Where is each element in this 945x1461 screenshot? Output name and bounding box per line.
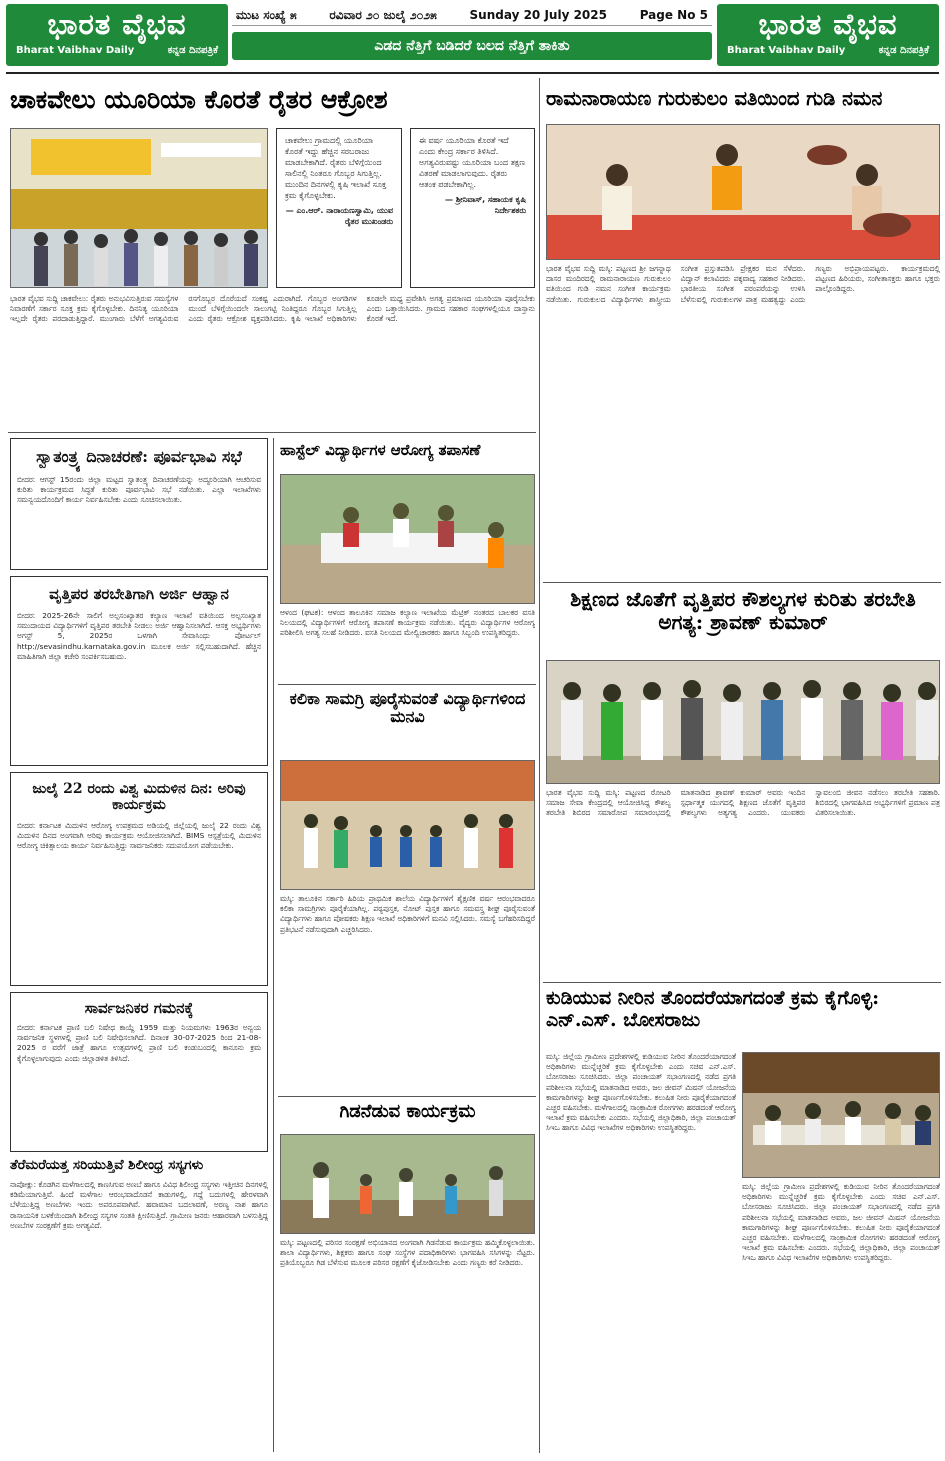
public-notice-headline: ಸಾರ್ವಜನಿಕರ ಗಮನಕ್ಕೆ [84,999,194,1017]
water-photo [742,1052,940,1178]
supplies-photo [280,760,535,890]
training-box [10,576,268,766]
supplies-body: ಮಸ್ಕಿ: ತಾಲೂಕಿನ ಸರ್ಕಾರಿ ಹಿರಿಯ ಪ್ರಾಥಮಿಕ ಶಾಲೆಯ ವಿದ್ಯಾರ್ಥಿಗಳಿಗೆ ಶೈಕ್ಷಣಿಕ ವರ್ಷ ಆರಂಭವಾದರೂ ಕಲಿಕಾ ಸಾಮಗ್ರಿಗಳು ಪೂರೈಕೆಯಾಗಿಲ್ಲ. ಪಠ್ಯಪುಸ್ತಕ, ನೋಟ್ ಪುಸ್ತಕ ಹಾಗೂ ಸಮವಸ್ತ್ರ ಶೀಘ್ರ ಪೂರೈಸುವಂತೆ ವಿದ್ಯಾರ್ಥಿಗಳು ಹಾಗೂ ಪೋಷಕರು ಶಿಕ್ಷಣ ಇಲಾಖೆ ಅಧಿಕಾರಿಗಳಿಗೆ ಮನವಿ ಸಲ್ಲಿಸಿದರು. ಸಮಸ್ಯೆ ಬಗೆಹರಿಸದಿದ್ದರೆ ಪ್ರತಿಭಟನೆ ನಡೆಸುವುದಾಗಿ ಎಚ್ಚರಿಸಿದರು. [280,894,535,934]
subcolumn-divider [273,438,274,1452]
hostel-body: ಆಳಂದ (ಘಟಕ): ಆಳಂದ ತಾಲೂಕಿನ ಸಮಾಜ ಕಲ್ಯಾಣ ಇಲಾಖೆಯ ಮೆಟ್ರಿಕ್ ನಂತರದ ಬಾಲಕರ ವಸತಿ ನಿಲಯದಲ್ಲಿ ವಿದ್ಯಾರ್ಥಿಗಳಿಗೆ ಆರೋಗ್ಯ ತಪಾಸಣೆ ಕಾರ್ಯಕ್ರಮ ನಡೆಯಿತು. ವೈದ್ಯರು ವಿದ್ಯಾರ್ಥಿಗಳ ಆರೋಗ್ಯ ಪರಿಶೀಲಿಸಿ ಅಗತ್ಯ ಸಲಹೆ ನೀಡಿದರು. ವಸತಿ ನಿಲಯದ ಮೇಲ್ವಿಚಾರಕರು ಹಾಗೂ ಸಿಬ್ಬಂದಿ ಉಪಸ್ಥಿತರಿದ್ದರು. [280,608,535,638]
training-headline: ವೃತ್ತಿಪರ ತರಬೇತಿಗಾಗಿ ಅರ್ಜಿ ಆಹ್ವಾನ [49,585,229,603]
saplings-headline: ತೆರೆಮರೆಯತ್ತ ಸರಿಯುತ್ತಿವೆ ಶಿಲೀಂಧ್ರ ಸಸ್ಯಗಳು [10,1157,204,1173]
urea-photo [10,128,268,288]
quote-text: ಚಾಕವೇಲು ಗ್ರಾಮದಲ್ಲಿ ಯೂರಿಯಾ ಕೊರತೆ ಇದ್ದು ಹೆಚ್ಚಿನ ಸರಬರಾಜು ಮಾಡಬೇಕಾಗಿದೆ. ರೈತರು ಬೆಳಿಗ್ಗೆಯಿಂದ ಸಾಲಿನಲ್ಲಿ ನಿಂತರೂ ಗೊಬ್ಬರ ಸಿಗುತ್ತಿಲ್ಲ. ಮುಂದಿನ ದಿನಗಳಲ್ಲಿ ಕೃಷಿ ಇಲಾಖೆ ಸೂಕ್ತ ಕ್ರಮ ಕೈಗೊಳ್ಳಬೇಕು. [285,136,387,200]
divider [8,432,536,433]
supplies-headline: ಕಲಿಕಾ ಸಾಮಗ್ರಿ ಪೂರೈಸುವಂತೆ ವಿದ್ಯಾರ್ಥಿಗಳಿಂದ ಮನವಿ [289,689,526,727]
public-notice-box [10,992,268,1152]
saplings-body: ನಾಪೋಕ್ಲು: ಕೊಡಗಿನ ಮಳೆಗಾಲದಲ್ಲಿ ಕಾಣಸಿಗುವ ಅಣಬೆ ಹಾಗೂ ವಿವಿಧ ಶಿಲೀಂಧ್ರ ಸಸ್ಯಗಳು ಇತ್ತೀಚಿನ ದಿನಗಳಲ್ಲಿ ಕಡಿಮೆಯಾಗುತ್ತಿವೆ. ಹಿಂದೆ ಮಳೆಗಾಲ ಆರಂಭವಾದೊಡನೆ ಕಾಡುಗಳಲ್ಲಿ, ಗದ್ದೆ ಬದುಗಳಲ್ಲಿ ಹೇರಳವಾಗಿ ಬೆಳೆಯುತ್ತಿದ್ದ ಅಣಬೆಗಳು ಇಂದು ಅಪರೂಪವಾಗಿವೆ. ಹವಾಮಾನ ಬದಲಾವಣೆ, ಅರಣ್ಯ ನಾಶ ಹಾಗೂ ರಾಸಾಯನಿಕ ಬಳಕೆಯಿಂದಾಗಿ ಶಿಲೀಂಧ್ರ ಸಸ್ಯಗಳ ಸಂತತಿ ಕ್ಷೀಣಿಸುತ್ತಿದೆ. ಗ್ರಾಮೀಣ ಜನರು ಆಹಾರವಾಗಿ ಬಳಸುತ್ತಿದ್ದ ಅಣಬೆಗಳ ಸಂರಕ್ಷಣೆಗೆ ಕ್ರಮ ಅಗತ್ಯವಿದೆ. [10,1180,268,1230]
divider [543,982,941,983]
skills-photo [546,660,940,784]
independence-box [10,438,268,570]
divider [278,1096,536,1097]
urea-body: ಭಾರತ ವೈಭವ ಸುದ್ದಿ ಚಾಕವೇಲು: ರೈತರು ಅನುಭವಿಸುತ್ತಿರುವ ಸಮಸ್ಯೆಗಳ ನಿವಾರಣೆಗೆ ಸರ್ಕಾರ ಸೂಕ್ತ ಕ್ರಮ ಕೈಗೊಳ್ಳಬೇಕು. ದಿನನಿತ್ಯ ಯೂರಿಯಾ ಇಲ್ಲದೇ ರೈತರು ಪರದಾಡುತ್ತಿದ್ದಾರೆ. ಮುಂಗಾರು ಬೆಳೆಗೆ ಅಗತ್ಯವಿರುವ ರಸಗೊಬ್ಬರ ದೊರೆಯದೆ ಸಂಕಷ್ಟ ಎದುರಾಗಿದೆ. ಗೊಬ್ಬರ ಅಂಗಡಿಗಳ ಮುಂದೆ ಬೆಳಿಗ್ಗೆಯಿಂದಲೇ ಸಾಲುಗಟ್ಟಿ ನಿಂತಿದ್ದರೂ ಗೊಬ್ಬರ ಸಿಗುತ್ತಿಲ್ಲ ಎಂದು ರೈತರು ಆಕ್ರೋಶ ವ್ಯಕ್ತಪಡಿಸಿದರು. ಕೃಷಿ ಇಲಾಖೆ ಅಧಿಕಾರಿಗಳು ಕೂಡಲೇ ಮಧ್ಯ ಪ್ರವೇಶಿಸಿ ಅಗತ್ಯ ಪ್ರಮಾಣದ ಯೂರಿಯಾ ಪೂರೈಸಬೇಕು ಎಂದು ಒತ್ತಾಯಿಸಿದರು. ಗ್ರಾಮದ ಸಹಕಾರ ಸಂಘಗಳಲ್ಲಿಯೂ ದಾಸ್ತಾನು ಕೊರತೆ ಇದೆ. [10,294,535,324]
brain-day-box [10,772,268,986]
brain-day-headline: ಜುಲೈ 22 ರಂದು ವಿಶ್ವ ಮಿದುಳಿನ ದಿನ: ಅರಿವು ಕಾರ್ಯಕ್ರಮ [32,781,246,813]
hostel-photo [280,474,535,604]
water-headline: ಕುಡಿಯುವ ನೀರಿನ ತೊಂದರೆಯಾಗದಂತೆ ಕ್ರಮ ಕೈಗೊಳ್ಳಿ: ಎನ್.ಎಸ್. ಬೋಸರಾಜು [546,987,880,1031]
independence-body: ಬೀದರ: ಆಗಸ್ಟ್ 15ರಂದು ಜಿಲ್ಲಾ ಮಟ್ಟದ ಸ್ವಾತಂತ್ರ್ಯ ದಿನಾಚರಣೆಯನ್ನು ಅದ್ಧೂರಿಯಾಗಿ ಆಚರಿಸುವ ಕುರಿತು ಕಾರ್ಯಕ್ರಮದ ಸಿದ್ಧತೆ ಕುರಿತು ಪೂರ್ವಭಾವಿ ಸಭೆ ನಡೆಯಿತು. ಎಲ್ಲಾ ಇಲಾಖೆಗಳು ಸಮನ್ವಯದೊಂದಿಗೆ ಕಾರ್ಯ ನಿರ್ವಹಿಸಬೇಕು ಎಂದು ಸೂಚಿಸಲಾಯಿತು. [17,475,261,505]
logo-title: ಭಾರತ ವೈಭವ [47,7,187,41]
urea-quote-1 [276,128,402,288]
date-english: Sunday 20 July 2025 [469,8,607,22]
logo-english: Bharat Vaibhav Daily [727,45,846,56]
quote-signature: — ಎಂ.ಆರ್. ನಾರಾಯಣಸ್ವಾಮಿ, ಯುವ ರೈತರ ಮುಖಂಡರು [285,206,393,226]
quote-signature: — ಶ್ರೀನಿವಾಸ್, ಸಹಾಯಕ ಕೃಷಿ ನಿರ್ದೇಶಕರು [445,195,526,215]
logo-subtitle: ಕನ್ನಡ ದಿನಪತ್ರಿಕೆ [167,45,218,56]
page-number: Page No 5 [639,8,708,22]
independence-headline: ಸ್ವಾತಂತ್ರ್ಯ ದಿನಾಚರಣೆ: ಪೂರ್ವಭಾವಿ ಸಭೆ [36,447,242,466]
gurukula-headline: ರಾಮನಾರಾಯಣ ಗುರುಕುಲಂ ವತಿಯಿಂದ ಗುಡಿ ನಮನ [546,87,883,110]
hostel-headline: ಹಾಸ್ಟೆಲ್ ವಿದ್ಯಾರ್ಥಿಗಳ ಆರೋಗ್ಯ ತಪಾಸಣೆ [280,441,481,459]
skills-body: ಭಾರತ ವೈಭವ ಸುದ್ದಿ ಮಸ್ಕಿ: ಪಟ್ಟಣದ ರೋಟರಿ ಸಮಾಜ ಸೇವಾ ಕೇಂದ್ರದಲ್ಲಿ ಆಯೋಜಿಸಿದ್ದ ಕೌಶಲ್ಯ ತರಬೇತಿ ಶಿಬಿರದ ಸಮಾರೋಪ ಸಮಾರಂಭದಲ್ಲಿ ಮಾತನಾಡಿದ ಶ್ರಾವಣ್ ಕುಮಾರ್ ಅವರು ಇಂದಿನ ಸ್ಪರ್ಧಾತ್ಮಕ ಯುಗದಲ್ಲಿ ಶಿಕ್ಷಣದ ಜೊತೆಗೆ ವೃತ್ತಿಪರ ಕೌಶಲ್ಯಗಳು ಅತ್ಯಗತ್ಯ ಎಂದರು. ಯುವಕರು ಸ್ವಾವಲಂಬಿ ಜೀವನ ನಡೆಸಲು ತರಬೇತಿ ಸಹಕಾರಿ. ಶಿಬಿರದಲ್ಲಿ ಭಾಗವಹಿಸಿದ ಅಭ್ಯರ್ಥಿಗಳಿಗೆ ಪ್ರಮಾಣ ಪತ್ರ ವಿತರಿಸಲಾಯಿತು. [546,788,940,818]
column-divider [539,78,540,1453]
masthead [0,0,945,72]
divider [278,684,536,685]
masthead-rule [6,72,939,74]
water-body-left: ಮಸ್ಕಿ: ಜಿಲ್ಲೆಯ ಗ್ರಾಮೀಣ ಪ್ರದೇಶಗಳಲ್ಲಿ ಕುಡಿಯುವ ನೀರಿನ ತೊಂದರೆಯಾಗದಂತೆ ಅಧಿಕಾರಿಗಳು ಮುನ್ನೆಚ್ಚರಿಕೆ ಕ್ರಮ ಕೈಗೊಳ್ಳಬೇಕು ಎಂದು ಸಚಿವ ಎನ್.ಎಸ್. ಬೋಸರಾಜು ಸೂಚಿಸಿದರು. ಜಿಲ್ಲಾ ಪಂಚಾಯತ್ ಸಭಾಂಗಣದಲ್ಲಿ ನಡೆದ ಪ್ರಗತಿ ಪರಿಶೀಲನಾ ಸಭೆಯಲ್ಲಿ ಮಾತನಾಡಿದ ಅವರು, ಜಲ ಜೀವನ್ ಮಿಷನ್ ಯೋಜನೆಯ ಕಾಮಗಾರಿಗಳನ್ನು ಶೀಘ್ರ ಪೂರ್ಣಗೊಳಿಸಬೇಕು. ಕಲುಷಿತ ನೀರು ಪೂರೈಕೆಯಾಗದಂತೆ ಎಚ್ಚರ ವಹಿಸಬೇಕು. ಮಳೆಗಾಲದಲ್ಲಿ ಸಾಂಕ್ರಾಮಿಕ ರೋಗಗಳು ಹರಡದಂತೆ ಆರೋಗ್ಯ ಇಲಾಖೆ ಕ್ರಮ ವಹಿಸಬೇಕು ಎಂದರು. ಸಭೆಯಲ್ಲಿ ಜಿಲ್ಲಾಧಿಕಾರಿ, ಜಿಲ್ಲಾ ಪಂಚಾಯತ್ ಸಿಇಒ ಹಾಗೂ ವಿವಿಧ ಇಲಾಖೆಗಳ ಅಧಿಕಾರಿಗಳು ಉಪಸ್ಥಿತರಿದ್ದರು. [546,1052,736,1133]
divider [543,582,941,583]
masthead-info [232,4,712,66]
quote-text: ಈ ವರ್ಷ ಯೂರಿಯಾ ಕೊರತೆ ಇದೆ ಎಂದು ಕೇಂದ್ರ ಸರ್ಕಾರ ತಿಳಿಸಿದೆ. ಅಗತ್ಯವಿರುವಷ್ಟು ಯೂರಿಯಾ ಬಂದ ತಕ್ಷಣ ವಿತರಣೆ ಮಾಡಲಾಗುವುದು. ರೈತರು ಆತಂಕ ಪಡಬೇಕಾಗಿಲ್ಲ. [419,136,525,189]
brain-day-body: ಬೀದರ: ಕರ್ನಾಟಕ ಮಿದುಳಿನ ಆರೋಗ್ಯ ಉಪಕ್ರಮದ ಅಡಿಯಲ್ಲಿ ಜಿಲ್ಲೆಯಲ್ಲಿ ಜುಲೈ 22 ರಂದು ವಿಶ್ವ ಮಿದುಳಿನ ದಿನದ ಅಂಗವಾಗಿ ಅರಿವು ಕಾರ್ಯಕ್ರಮ ಆಯೋಜಿಸಲಾಗಿದೆ. BIMS ಆಸ್ಪತ್ರೆಯಲ್ಲಿ ಮಿದುಳಿನ ಆರೋಗ್ಯ ಚಿಕಿತ್ಸಾಲಯ ಕಾರ್ಯ ನಿರ್ವಹಿಸುತ್ತಿದ್ದು ಸಾರ್ವಜನಿಕರು ಸದುಪಯೋಗ ಪಡೆಯಬೇಕು. [17,821,261,851]
public-notice-body: ಬೀದರ: ಕರ್ನಾಟಕ ಪ್ರಾಣಿ ಬಲಿ ನಿಷೇಧ ಕಾಯ್ದೆ 1959 ಮತ್ತು ನಿಯಮಗಳು 1963ರ ಅನ್ವಯ ಸಾರ್ವಜನಿಕ ಸ್ಥಳಗಳಲ್ಲಿ ಪ್ರಾಣಿ ಬಲಿ ನಿಷೇಧಿಸಲಾಗಿದೆ. ದಿನಾಂಕ 30-07-2025 ರಿಂದ 21-08-2025 ರ ವರೆಗೆ ಜಾತ್ರೆ ಹಾಗೂ ಉತ್ಸವಗಳಲ್ಲಿ ಪ್ರಾಣಿ ಬಲಿ ಕಂಡುಬಂದಲ್ಲಿ ಕಾನೂನು ಕ್ರಮ ಕೈಗೊಳ್ಳಲಾಗುವುದು ಎಂದು ಜಿಲ್ಲಾಡಳಿತ ತಿಳಿಸಿದೆ. [17,1023,261,1063]
urea-quote-2 [410,128,535,288]
tagline: ಎಡದ ನೆತ್ತಿಗೆ ಬಡಿದರೆ ಬಲದ ನೆತ್ತಿಗೆ ತಾಕಿತು [232,32,712,60]
planting-headline: ಗಿಡನೆಡುವ ಕಾರ್ಯಕ್ರಮ [339,1101,476,1122]
planting-photo [280,1134,535,1234]
logo-title: ಭಾರತ ವೈಭವ [758,7,898,41]
date-kannada: ರವಿವಾರ ೨೦ ಜುಲೈ ೨೦೨೫ [329,8,437,22]
planting-body: ಮಸ್ಕಿ: ಪಟ್ಟಣದಲ್ಲಿ ಪರಿಸರ ಸಂರಕ್ಷಣೆ ಅಭಿಯಾನದ ಅಂಗವಾಗಿ ಗಿಡನೆಡುವ ಕಾರ್ಯಕ್ರಮ ಹಮ್ಮಿಕೊಳ್ಳಲಾಯಿತು. ಶಾಲಾ ವಿದ್ಯಾರ್ಥಿಗಳು, ಶಿಕ್ಷಕರು ಹಾಗೂ ಸಂಘ ಸಂಸ್ಥೆಗಳ ಪದಾಧಿಕಾರಿಗಳು ಭಾಗವಹಿಸಿ ಸಸಿಗಳನ್ನು ನೆಟ್ಟರು. ಪ್ರತಿಯೊಬ್ಬರೂ ಗಿಡ ಬೆಳೆಸುವ ಮೂಲಕ ಪರಿಸರ ರಕ್ಷಣೆಗೆ ಕೈಜೋಡಿಸಬೇಕು ಎಂದು ಗಣ್ಯರು ಕರೆ ನೀಡಿದರು. [280,1238,535,1268]
skills-headline: ಶಿಕ್ಷಣದ ಜೊತೆಗೆ ವೃತ್ತಿಪರ ಕೌಶಲ್ಯಗಳ ಕುರಿತು ತರಬೇತಿ ಅಗತ್ಯ: ಶ್ರಾವಣ್ ಕುಮಾರ್ [570,587,916,634]
logo-english: Bharat Vaibhav Daily [16,45,135,56]
water-body-right: ಮಸ್ಕಿ: ಜಿಲ್ಲೆಯ ಗ್ರಾಮೀಣ ಪ್ರದೇಶಗಳಲ್ಲಿ ಕುಡಿಯುವ ನೀರಿನ ತೊಂದರೆಯಾಗದಂತೆ ಅಧಿಕಾರಿಗಳು ಮುನ್ನೆಚ್ಚರಿಕೆ ಕ್ರಮ ಕೈಗೊಳ್ಳಬೇಕು ಎಂದು ಸಚಿವ ಎನ್.ಎಸ್. ಬೋಸರಾಜು ಸೂಚಿಸಿದರು. ಜಿಲ್ಲಾ ಪಂಚಾಯತ್ ಸಭಾಂಗಣದಲ್ಲಿ ನಡೆದ ಪ್ರಗತಿ ಪರಿಶೀಲನಾ ಸಭೆಯಲ್ಲಿ ಮಾತನಾಡಿದ ಅವರು, ಜಲ ಜೀವನ್ ಮಿಷನ್ ಯೋಜನೆಯ ಕಾಮಗಾರಿಗಳನ್ನು ಶೀಘ್ರ ಪೂರ್ಣಗೊಳಿಸಬೇಕು. ಕಲುಷಿತ ನೀರು ಪೂರೈಕೆಯಾಗದಂತೆ ಎಚ್ಚರ ವಹಿಸಬೇಕು. ಮಳೆಗಾಲದಲ್ಲಿ ಸಾಂಕ್ರಾಮಿಕ ರೋಗಗಳು ಹರಡದಂತೆ ಆರೋಗ್ಯ ಇಲಾಖೆ ಕ್ರಮ ವಹಿಸಬೇಕು ಎಂದರು. ಸಭೆಯಲ್ಲಿ ಜಿಲ್ಲಾಧಿಕಾರಿ, ಜಿಲ್ಲಾ ಪಂಚಾಯತ್ ಸಿಇಒ ಹಾಗೂ ವಿವಿಧ ಇಲಾಖೆಗಳ ಅಧಿಕಾರಿಗಳು ಉಪಸ್ಥಿತರಿದ್ದರು. [742,1182,940,1263]
issue-number: ಮುಟ ಸಂಖ್ಯೆ ೫ [236,8,297,22]
logo-right [717,4,939,66]
logo-subtitle: ಕನ್ನಡ ದಿನಪತ್ರಿಕೆ [878,45,929,56]
training-body: ಬೀದರ: 2025-26ನೇ ಸಾಲಿಗೆ ಅಲ್ಪಸಂಖ್ಯಾತರ ಕಲ್ಯಾಣ ಇಲಾಖೆ ವತಿಯಿಂದ ಅಲ್ಪಸಂಖ್ಯಾತ ಸಮುದಾಯದ ವಿದ್ಯಾರ್ಥಿಗಳಿಗೆ ವೃತ್ತಿಪರ ತರಬೇತಿ ನೀಡಲು ಅರ್ಜಿ ಆಹ್ವಾನಿಸಲಾಗಿದೆ. ಆಸಕ್ತ ಅಭ್ಯರ್ಥಿಗಳು ಅಗಸ್ಟ್ 5, 2025ರ ಒಳಗಾಗಿ ಸೇವಾಸಿಂಧು ಪೋರ್ಟಲ್ http://sevasindhu.karnataka.gov.in ಮೂಲಕ ಅರ್ಜಿ ಸಲ್ಲಿಸಬಹುದಾಗಿದೆ. ಹೆಚ್ಚಿನ ಮಾಹಿತಿಗಾಗಿ ಜಿಲ್ಲಾ ಕಚೇರಿ ಸಂಪರ್ಕಿಸಬಹುದು. [17,611,261,661]
gurukula-photo [546,124,940,260]
logo-left [6,4,228,66]
gurukula-body: ಭಾರತ ವೈಭವ ಸುದ್ದಿ ಮಸ್ಕಿ: ಪಟ್ಟಣದ ಶ್ರೀ ಜಗನ್ನಾಥ ದಾಸರ ಮಂದಿರದಲ್ಲಿ ರಾಮನಾರಾಯಣ ಗುರುಕುಲಂ ವತಿಯಿಂದ ಗುಡಿ ನಮನ ಸಂಗೀತ ಕಾರ್ಯಕ್ರಮ ನಡೆಯಿತು. ಗುರುಕುಲದ ವಿದ್ಯಾರ್ಥಿಗಳು ಶಾಸ್ತ್ರೀಯ ಸಂಗೀತ ಪ್ರಸ್ತುತಪಡಿಸಿ ಪ್ರೇಕ್ಷಕರ ಮನ ಸೆಳೆದರು. ವಿದ್ವಾನ್ ಕಲಾವಿದರು ಪಕ್ಕವಾದ್ಯ ಸಹಕಾರ ನೀಡಿದರು. ಭಾರತೀಯ ಸಂಗೀತ ಪರಂಪರೆಯನ್ನು ಉಳಿಸಿ ಬೆಳೆಸುವಲ್ಲಿ ಗುರುಕುಲಗಳ ಪಾತ್ರ ಮಹತ್ವದ್ದು ಎಂದು ಗಣ್ಯರು ಅಭಿಪ್ರಾಯಪಟ್ಟರು. ಕಾರ್ಯಕ್ರಮದಲ್ಲಿ ಪಟ್ಟಣದ ಹಿರಿಯರು, ಸಂಗೀತಾಸಕ್ತರು ಹಾಗೂ ಭಕ್ತರು ಪಾಲ್ಗೊಂಡಿದ್ದರು. [546,264,940,304]
urea-headline: ಚಾಕವೇಲು ಯೂರಿಯಾ ಕೊರತೆ ರೈತರ ಆಕ್ರೋಶ [10,85,388,114]
